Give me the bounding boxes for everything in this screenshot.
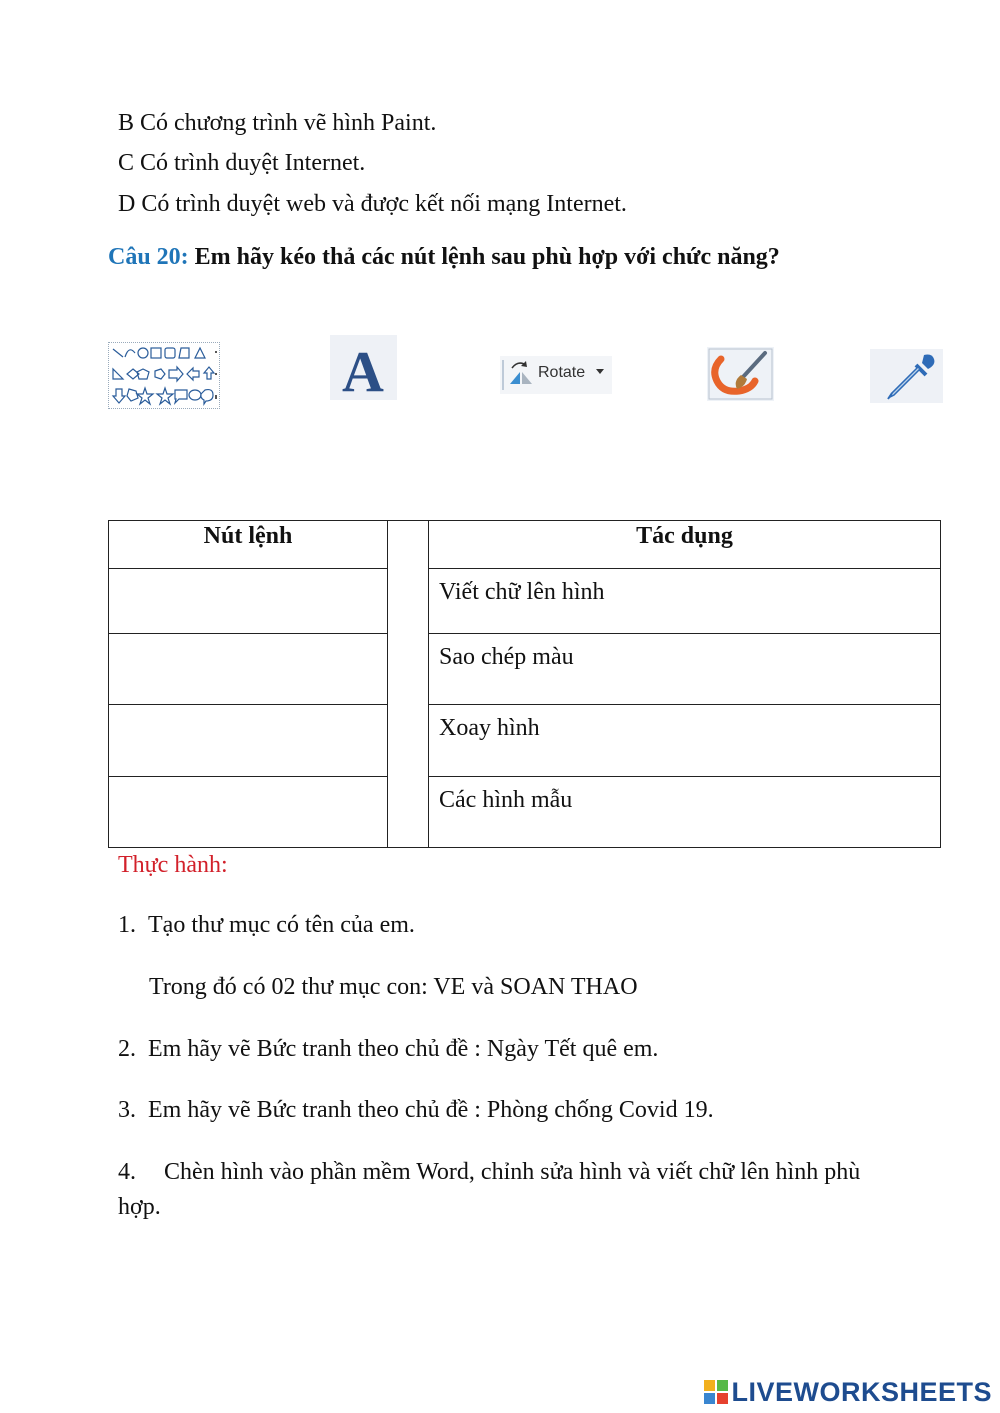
rotate-icon	[510, 361, 532, 384]
item-number: 4.	[118, 1159, 136, 1185]
drop-zone[interactable]	[109, 705, 388, 777]
text-tool-glyph: A	[342, 339, 384, 400]
practice-item-2	[118, 1034, 658, 1064]
table-header-row	[109, 521, 941, 569]
practice-item-4-cont: hợp.	[118, 1194, 161, 1220]
header-command: Nút lệnh	[109, 521, 388, 569]
practice-item-1	[118, 910, 415, 940]
table-row	[109, 569, 941, 634]
option-text: Có trình duyệt Internet.	[140, 150, 366, 176]
option-text: Có chương trình vẽ hình Paint.	[140, 110, 437, 136]
divider-column	[388, 521, 429, 848]
option-b	[118, 108, 436, 138]
drop-zone[interactable]	[109, 569, 388, 634]
table-row	[109, 634, 941, 705]
option-c	[118, 148, 365, 178]
item-number: 1.	[118, 912, 136, 938]
table-row	[109, 705, 941, 777]
practice-title: Thực hành:	[118, 852, 228, 878]
liveworksheets-logo	[704, 1377, 992, 1407]
question-20	[108, 242, 780, 272]
question-text: Em hãy kéo thả các nút lệnh sau phù hợp với chức năng?	[194, 244, 780, 270]
liveworksheets-badge-icon	[704, 1380, 728, 1404]
question-label: Câu 20:	[108, 244, 189, 270]
header-effect: Tác dụng	[429, 521, 941, 569]
practice-item-1-sub: Trong đó có 02 thư mục con: VE và SOAN THAO	[149, 974, 638, 1000]
rotate-label: Rotate	[538, 364, 586, 381]
item-text: Em hãy vẽ Bức tranh theo chủ đề : Ngày Tết quê em.	[148, 1036, 659, 1062]
option-d	[118, 189, 627, 219]
practice-item-4	[118, 1157, 860, 1187]
item-text: Tạo thư mục có tên của em.	[148, 912, 415, 938]
item-text: Em hãy vẽ Bức tranh theo chủ đề : Phòng chống Covid 19.	[148, 1097, 714, 1123]
drop-zone[interactable]	[109, 777, 388, 848]
matching-table	[108, 520, 941, 848]
text-tool-icon[interactable]	[330, 335, 397, 400]
item-number: 3.	[118, 1097, 136, 1123]
liveworksheets-text: LIVEWORKSHEETS	[731, 1377, 992, 1407]
color-picker-icon[interactable]	[870, 349, 943, 403]
drop-zone[interactable]	[109, 634, 388, 705]
effect-cell: Sao chép màu	[429, 634, 941, 705]
effect-cell: Các hình mẫu	[429, 777, 941, 848]
option-letter: D	[118, 191, 136, 217]
option-letter: C	[118, 150, 135, 176]
table-row	[109, 777, 941, 848]
option-text: Có trình duyệt web và được kết nối mạng Internet.	[141, 191, 627, 217]
shapes-gallery-icon[interactable]	[108, 342, 220, 409]
effect-cell: Viết chữ lên hình	[429, 569, 941, 634]
item-text: Chèn hình vào phần mềm Word, chỉnh sửa hình và viết chữ lên hình phù	[164, 1159, 861, 1185]
brush-icon[interactable]	[707, 347, 774, 401]
practice-item-3	[118, 1095, 714, 1125]
option-letter: B	[118, 110, 135, 136]
effect-cell: Xoay hình	[429, 705, 941, 777]
rotate-button[interactable]	[500, 356, 612, 394]
item-number: 2.	[118, 1036, 136, 1062]
